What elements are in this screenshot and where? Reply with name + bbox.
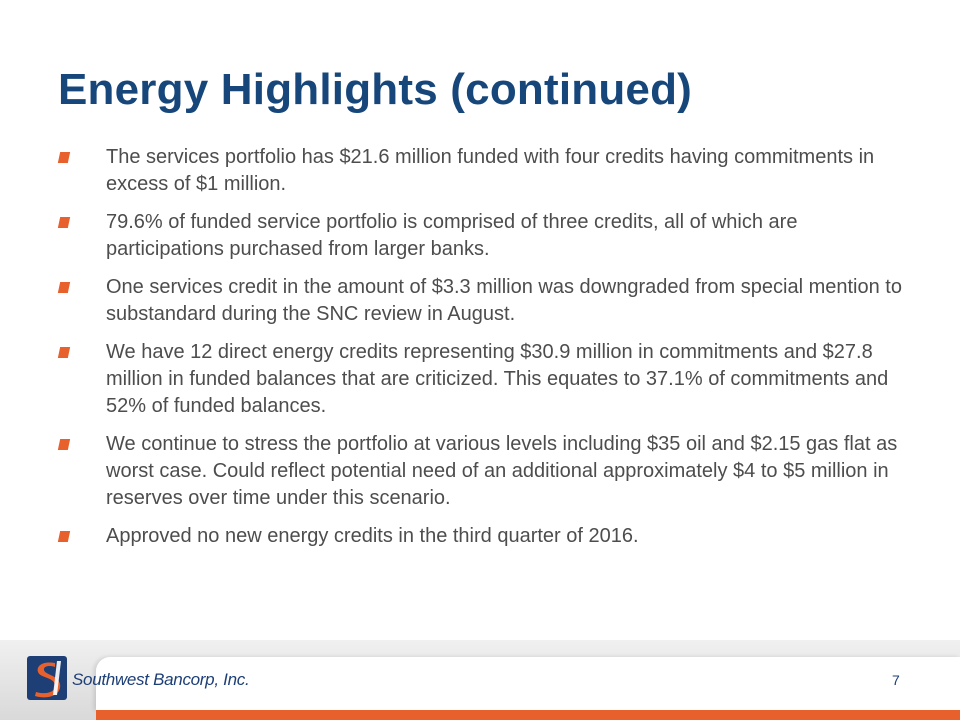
bullet-square-icon — [58, 282, 70, 293]
slide-title: Energy Highlights (continued) — [58, 65, 693, 114]
page-number: 7 — [892, 672, 900, 688]
bullet-item — [56, 144, 906, 198]
bullet-text: We have 12 direct energy credits representing $30.9 million in commitments and $27.8 million in funded balances that are criticized. This equates to 37.1% of commitments and 52% of funded balances. — [106, 341, 889, 417]
bullet-square-icon — [58, 531, 70, 542]
bullet-item — [56, 523, 906, 550]
footer-accent-bar — [96, 710, 960, 720]
bullet-item — [56, 274, 906, 328]
bullet-item — [56, 339, 906, 420]
bullet-text: We continue to stress the portfolio at various levels including $35 oil and $2.15 gas flat as worst case. Could reflect potential need of an additional approximately $4 to $5 million in reserves over time under this scenario. — [106, 433, 898, 509]
southwest-bancorp-logo-icon — [27, 656, 67, 700]
bullet-square-icon — [58, 217, 70, 228]
bullet-text: 79.6% of funded service portfolio is comprised of three credits, all of which are participations purchased from larger banks. — [106, 211, 798, 260]
bullet-item — [56, 431, 906, 512]
bullet-square-icon — [58, 439, 70, 450]
bullet-list — [56, 144, 906, 561]
bullet-square-icon — [58, 347, 70, 358]
bullet-item — [56, 209, 906, 263]
company-name: Southwest Bancorp, Inc. — [72, 670, 250, 689]
bullet-text: Approved no new energy credits in the third quarter of 2016. — [106, 525, 639, 547]
bullet-square-icon — [58, 152, 70, 163]
bullet-text: One services credit in the amount of $3.3 million was downgraded from special mention to substandard during the SNC review in August. — [106, 276, 902, 325]
bullet-text: The services portfolio has $21.6 million funded with four credits having commitments in excess of $1 million. — [106, 146, 875, 195]
